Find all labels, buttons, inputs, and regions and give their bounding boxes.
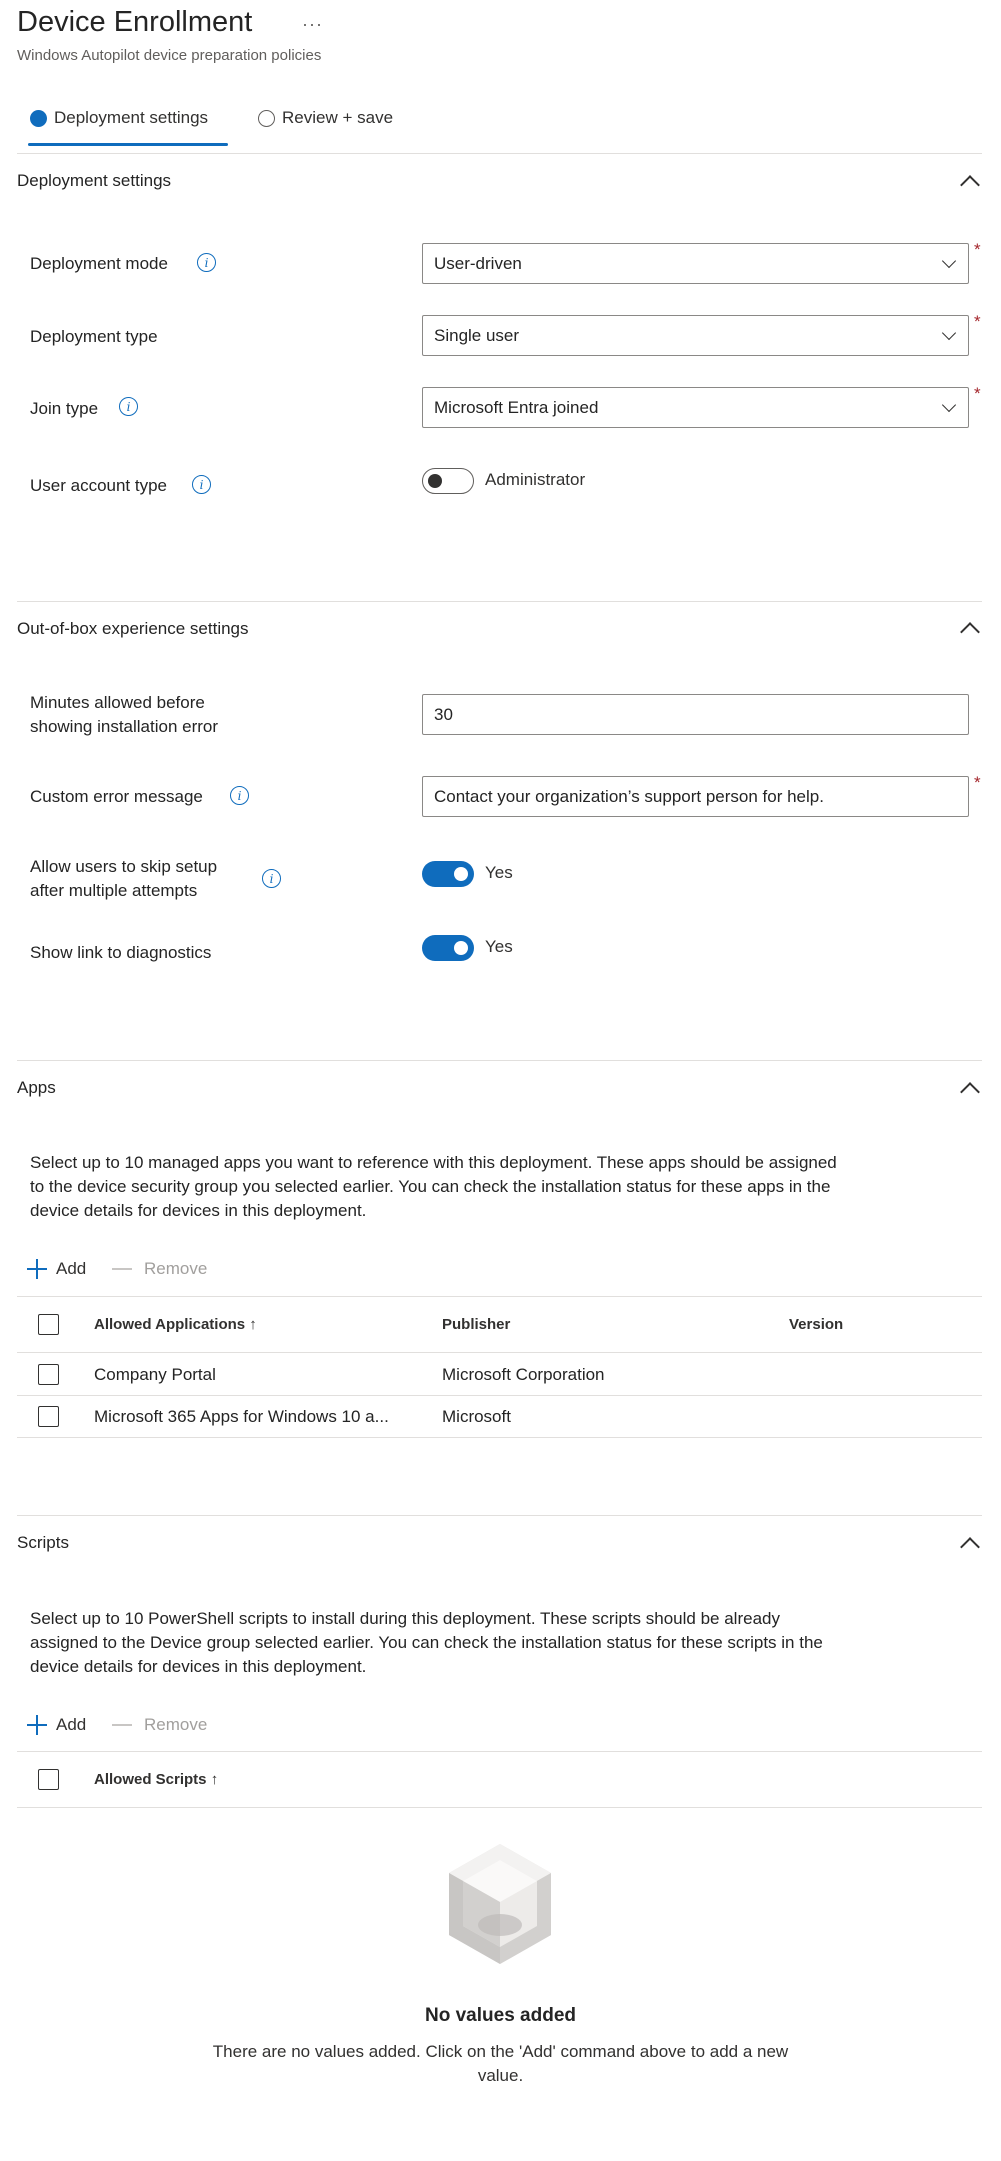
app-name: Microsoft 365 Apps for Windows 10 a... — [94, 1407, 389, 1426]
input-value: 30 — [434, 704, 453, 724]
toggle-label: Yes — [485, 937, 513, 956]
tab-review-save[interactable] — [258, 108, 393, 128]
toggle-knob — [454, 867, 468, 881]
app-name: Company Portal — [94, 1365, 216, 1384]
info-icon[interactable]: i — [192, 475, 211, 494]
divider — [17, 1296, 982, 1297]
toggle-knob — [428, 474, 442, 488]
custom-error-message-input[interactable] — [422, 776, 969, 817]
administrator-toggle[interactable] — [422, 468, 474, 494]
chevron-down-icon — [942, 398, 956, 412]
minutes-input[interactable] — [422, 694, 969, 735]
join-type-label: Join type — [30, 399, 99, 418]
custom-error-message-label: Custom error message — [30, 787, 203, 806]
deployment-mode-label: Deployment mode — [30, 254, 168, 273]
collapse-chevron-icon[interactable] — [960, 175, 980, 195]
select-all-checkbox[interactable] — [38, 1769, 59, 1790]
divider — [17, 1807, 982, 1808]
step-active-icon — [30, 110, 47, 127]
add-script-button[interactable]: Add — [27, 1715, 86, 1735]
page-subtitle: Windows Autopilot device preparation policies — [17, 47, 322, 64]
required-marker: * — [974, 384, 981, 403]
empty-box-icon — [447, 1842, 553, 1966]
collapse-chevron-icon[interactable] — [960, 1082, 980, 1102]
divider — [17, 1060, 982, 1061]
tab-label: Deployment settings — [54, 108, 209, 127]
dropdown-value: User-driven — [434, 253, 522, 273]
deployment-type-label: Deployment type — [30, 327, 158, 346]
user-account-type-label: User account type — [30, 476, 168, 495]
remove-script-button[interactable]: Remove — [112, 1715, 207, 1735]
deployment-mode-dropdown[interactable] — [422, 243, 969, 284]
collapse-chevron-icon[interactable] — [960, 1537, 980, 1557]
dropdown-value: Microsoft Entra joined — [434, 397, 599, 417]
input-value: Contact your organization’s support person for help. — [434, 786, 824, 806]
divider — [17, 1515, 982, 1516]
toggle-label: Administrator — [485, 470, 586, 489]
add-app-button[interactable]: Add — [27, 1259, 86, 1279]
required-marker: * — [974, 240, 981, 259]
toggle-label: Yes — [485, 863, 513, 882]
column-header-version[interactable]: Version — [789, 1316, 844, 1333]
section-title-scripts: Scripts — [17, 1533, 69, 1552]
scripts-description: Select up to 10 PowerShell scripts to install during this deployment. These scripts should be already assigned to the Device group selected earlier. You can check the installation status for these scripts in the device details for devices in this deployment. — [30, 1609, 823, 1676]
chevron-down-icon — [942, 326, 956, 340]
minus-icon — [112, 1268, 132, 1270]
diagnostics-toggle[interactable] — [422, 935, 474, 961]
skip-setup-label: Allow users to skip setup after multiple attempts — [30, 857, 218, 900]
app-publisher: Microsoft Corporation — [442, 1365, 605, 1384]
join-type-dropdown[interactable] — [422, 387, 969, 428]
info-icon[interactable]: i — [197, 253, 216, 272]
apps-description: Select up to 10 managed apps you want to reference with this deployment. These apps should be assigned to the device security group you selected earlier. You can check the installation status for these apps in the device details for devices in this deployment. — [30, 1153, 837, 1220]
toggle-knob — [454, 941, 468, 955]
required-marker: * — [974, 773, 981, 792]
divider — [17, 153, 982, 154]
section-title-oobe: Out-of-box experience settings — [17, 619, 249, 638]
row-checkbox[interactable] — [38, 1364, 59, 1385]
row-checkbox[interactable] — [38, 1406, 59, 1427]
plus-icon — [27, 1715, 47, 1735]
select-all-checkbox[interactable] — [38, 1314, 59, 1335]
more-options-button[interactable]: ··· — [302, 14, 323, 34]
app-publisher: Microsoft — [442, 1407, 511, 1426]
empty-state-text: There are no values added. Click on the 'Add' command above to add a new value. — [212, 2042, 789, 2085]
plus-icon — [27, 1259, 47, 1279]
info-icon[interactable]: i — [119, 397, 138, 416]
deployment-type-dropdown[interactable] — [422, 315, 969, 356]
remove-app-button[interactable]: Remove — [112, 1259, 207, 1279]
chevron-down-icon — [942, 254, 956, 268]
divider — [17, 1352, 982, 1353]
tab-active-indicator — [28, 143, 228, 146]
skip-setup-toggle[interactable] — [422, 861, 474, 887]
dropdown-value: Single user — [434, 325, 520, 345]
column-header-allowed-scripts[interactable]: Allowed Scripts ↑ — [94, 1771, 219, 1788]
section-title-deployment-settings: Deployment settings — [17, 171, 172, 190]
required-marker: * — [974, 312, 981, 331]
info-icon[interactable]: i — [230, 786, 249, 805]
divider — [17, 1437, 982, 1438]
section-title-apps: Apps — [17, 1078, 56, 1097]
divider — [17, 1395, 982, 1396]
tab-label: Review + save — [282, 108, 394, 127]
divider — [17, 1751, 982, 1752]
minutes-label: Minutes allowed before showing installation error — [30, 693, 219, 736]
collapse-chevron-icon[interactable] — [960, 622, 980, 642]
column-header-allowed-applications[interactable]: Allowed Applications ↑ — [94, 1316, 257, 1333]
diagnostics-label: Show link to diagnostics — [30, 943, 212, 962]
page-title: Device Enrollment — [17, 6, 253, 38]
minus-icon — [112, 1724, 132, 1726]
divider — [17, 601, 982, 602]
empty-state-title: No values added — [425, 2005, 576, 2026]
info-icon[interactable]: i — [262, 869, 281, 888]
step-inactive-icon — [258, 110, 275, 127]
column-header-publisher[interactable]: Publisher — [442, 1316, 511, 1333]
tab-deployment-settings[interactable] — [30, 108, 208, 128]
